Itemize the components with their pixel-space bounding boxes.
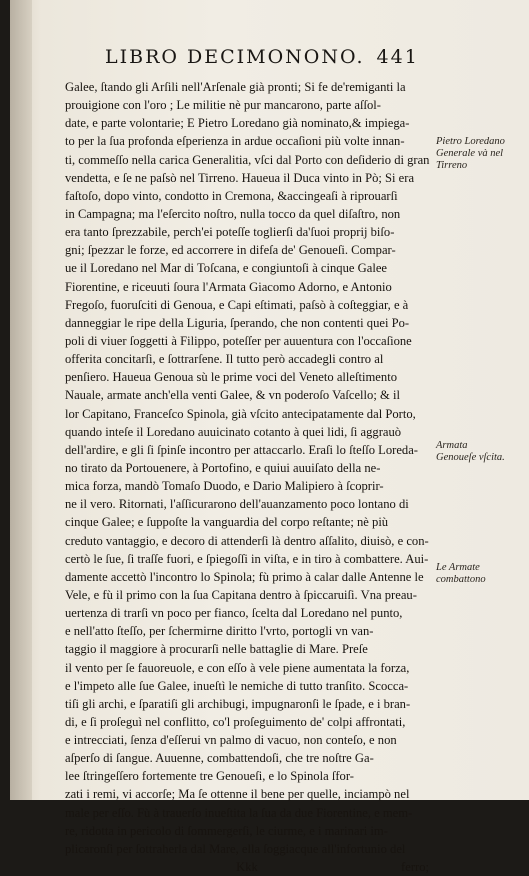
text-line: Nauale, armate anch'ella venti Galee, & vn poderoſo Vaſcello; & il: [65, 388, 400, 403]
text-line: danneggiar le ripe della Liguria, ſperando, che non contenti quei Po-: [65, 315, 410, 330]
text-line: poli di viuer ſoggetti à Filippo, poteſſer per auuentura con l'occaſione: [65, 333, 412, 348]
text-line: dell'ardire, e gli ſi ſpinſe incontro per attaccarlo. Eraſi lo ſteſſo Loreda-: [65, 442, 419, 457]
book-page: [10, 0, 529, 875]
running-head: [105, 46, 419, 68]
text-line: di, e ſi proſeguì nel conflitto, co'l proſeguimento de' colpi affrontati,: [65, 714, 406, 729]
text-line: e l'impeto alle ſue Galee, inueſtì le nemiche di tutto tranſito. Scocca-: [65, 678, 409, 693]
text-line: zati i remi, vi accorſe; Ma ſe ottenne il bene per quelle, inciampò nel: [65, 787, 410, 802]
page-gutter-shadow: [10, 0, 32, 800]
text-line: certò le ſue, ſi traſſe fuori, e ſpiegoſſi in viſta, e in tiro à combattere. Aui-: [65, 551, 429, 566]
page-number: 441: [376, 46, 419, 68]
text-line: e nell'atto ſteſſo, per ſchermirne diritto l'vrto, portogli vn van-: [65, 624, 374, 639]
text-line: damente accettò l'incontro lo Spinola; fù primo à calar dalle Antenne le: [65, 569, 424, 584]
text-line: Fregoſo, fuoruſciti di Genoua, e Capi eſtimati, paſsò à coſteggiar, e à: [65, 297, 409, 312]
text-line: Vele, e fù il primo con la ſua Capitana dentro à ſpiccaruiſi. Vna preau-: [65, 587, 417, 602]
text-line: aſperſo di ſangue. Auuenne, combattendoſi, che tre noſtre Ga-: [65, 751, 374, 766]
text-line: vendetta, e ſe ne paſsò nel Tirreno. Haueua il Duca vinto in Pò; Si era: [65, 170, 415, 185]
text-line: quando inteſe il Loredano auuicinato cotanto à quei lidi, ſi aggrauò: [65, 424, 402, 439]
text-line: Galee, ſtando gli Arſili nell'Arſenale già pronti; Si fe de'remiganti la: [65, 80, 406, 94]
text-line: cinque Galee; e ſuppoſte la vanguardia del corpo reſtante; nè più: [65, 515, 389, 530]
text-line: lor Capitano, Franceſco Spinola, già vſcito antecipatamente dal Porto,: [65, 406, 416, 421]
text-line: ne il vero. Ritornati, l'aſſicurarono dell'auanzamento poco lontano di: [65, 497, 409, 512]
text-line: offerita concitarſi, e ſottrarſene. Il tutto però accadegli contro al: [65, 352, 384, 367]
text-line: uertenza di trarſi vn poco per fianco, ſcelta dal Loredano nel punto,: [65, 606, 403, 621]
text-line: lee ſtringeſſero fortemente tre Genoueſi, e lo Spinola ſfor-: [65, 769, 354, 784]
text-line: tiſi gli archi, e ſparatiſi gli archibugi, impugnaronſi le ſpade, e i bran-: [65, 696, 411, 711]
text-line: no tirato da Portouenere, à Portofino, e quiui auuiſato della ne-: [65, 460, 381, 475]
signature-mark: Kkk: [236, 860, 258, 875]
text-line: era tanto ſprezzabile, perch'ei poteſſe toglierſi da'ſuoi proprij biſo-: [65, 225, 395, 240]
margin-note: Armata Genoueſe vſcita.: [436, 440, 505, 463]
text-line: prouigione con l'oro ; Le militie nè pur mancarono, parte aſſol-: [65, 98, 381, 113]
body-text: [65, 78, 429, 876]
text-line: mica forza, mandò Tomaſo Duodo, e Dario Malipiero à ſcoprir-: [65, 479, 384, 494]
text-line: Fiorentine, e riceuuti ſoura l'Armata Giacomo Adorno, e Antonio: [65, 279, 392, 294]
margin-note: Le Armate combattono: [436, 562, 486, 585]
chapter-title: LIBRO DECIMONONO.: [105, 46, 365, 68]
text-line: to per la ſua profonda eſperienza in ardue occaſioni più volte innan-: [65, 134, 405, 149]
text-line: date, e parte volontarie; E Pietro Loredano già nominato,& impiega-: [65, 116, 410, 131]
text-line: plicaronſi per ſottraherla dal Mare, ella ſoggiacque all'infortunio del: [65, 841, 406, 856]
text-line: ti, commeſſo nella carica Generalitia, vſci dal Porto con deſiderio di gran: [65, 152, 430, 167]
text-line: in Campagna; ma l'eſercito noſtro, nulla tocco da quel diſaſtro, non: [65, 206, 401, 221]
text-line: re, ridotta in pericolo di ſommergerſi, le ciurme, e i marinari im-: [65, 823, 388, 838]
text-line: male per eſſo. Fù à trauerſo inueſtita la ſua da due Fiorentine, e mem-: [65, 805, 413, 820]
catchword: ferro;: [401, 860, 429, 875]
text-line: il vento per ſe fauoreuole, e con eſſo à vele piene aumentata la forza,: [65, 660, 410, 675]
text-line: taggio il maggiore à procurarſi nelle battaglie di Mare. Preſe: [65, 642, 368, 657]
text-line: creduto vantaggio, e decoro di attenderſi là dentro aſſalito, diuisò, e con-: [65, 533, 429, 548]
text-line: faſtoſo, dopo vinto, condotto in Cremona, &accingeaſi à riprouarſi: [65, 188, 398, 203]
text-line: penſiero. Haueua Genoua sù le prime voci del Veneto alleſtimento: [65, 370, 397, 385]
text-line: gni; ſpezzar le forze, ed accorrere in difeſa de' Genoueſi. Compar-: [65, 243, 396, 258]
text-line: ue il Loredano nel Mar di Toſcana, e congiuntoſi à cinque Galee: [65, 261, 388, 276]
text-line: e intrecciati, ſenza d'eſſerui vn palmo di vacuo, non conteſo, e non: [65, 733, 397, 748]
margin-note: Pietro Loredano Generale và nel Tirreno: [436, 136, 505, 171]
catchword-line: [65, 858, 429, 876]
